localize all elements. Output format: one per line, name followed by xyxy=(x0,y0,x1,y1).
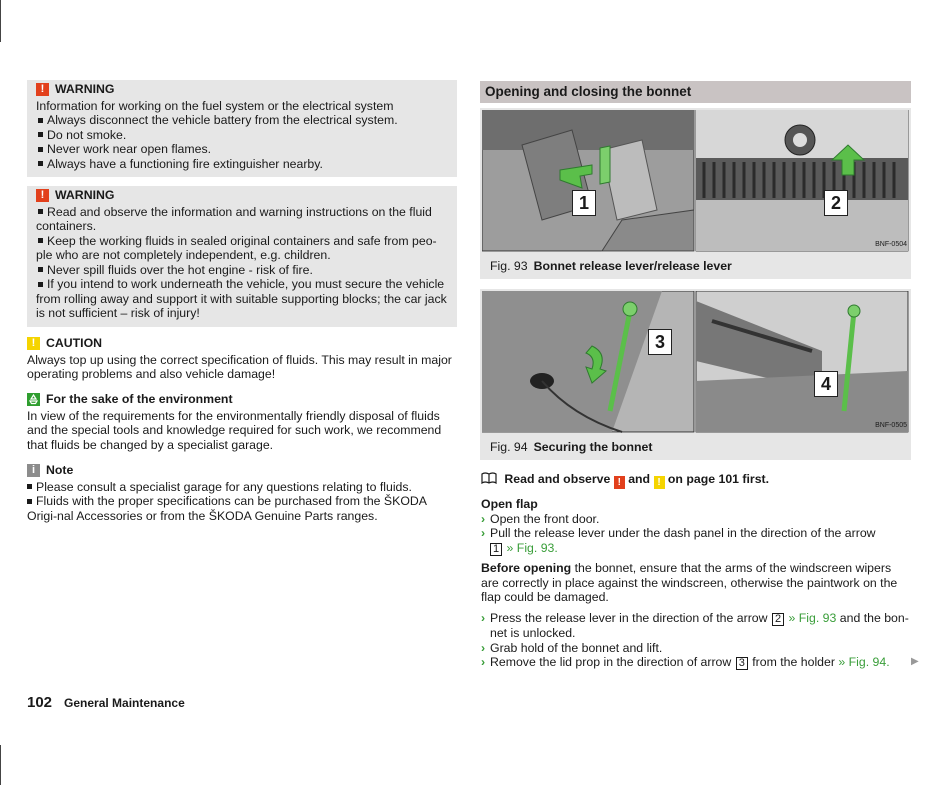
figure-93-image xyxy=(482,110,909,252)
warning-box-fuel xyxy=(27,80,457,177)
callout-4: 4 xyxy=(814,371,838,397)
fig-link[interactable]: » Fig. 94. xyxy=(838,655,890,669)
step-item: › Grab hold of the bonnet and lift. xyxy=(481,640,663,655)
callout-1: 1 xyxy=(572,190,596,216)
before-opening-paragraph: Before opening the bonnet, ensure that the arms of the windscreen wipers are correctly in place against the windscreen, otherwise the paintwork on the flap could be damaged. xyxy=(481,561,898,604)
callout-2: 2 xyxy=(824,190,848,216)
list-item: Always have a functioning fire extinguisher nearby. xyxy=(36,157,457,172)
step-item: › Pull the release lever under the dash panel in the direction of the arrow 1 » Fig. 93. xyxy=(481,526,876,555)
list-item: Please consult a specialist garage for any questions relating to fluids. xyxy=(27,480,459,495)
list-item: Read and observe the information and warning instructions on the fluid containers. xyxy=(36,204,432,233)
crop-mark-top xyxy=(0,0,1,42)
step-arrow-icon: › xyxy=(481,511,486,526)
warning-heading: ! WARNING xyxy=(36,188,449,203)
step-item: › Press the release lever in the direction of the arrow 2 » Fig. 93 and the bon-net is unlocked. xyxy=(481,611,909,640)
figure-94-caption: Fig. 94 Securing the bonnet xyxy=(490,440,653,454)
step-arrow-icon: › xyxy=(481,655,486,669)
caution-icon: ! xyxy=(27,337,40,350)
list-item: Fluids with the proper specifications can be purchased from the ŠKODA Origi-nal Accessories or from the ŠKODA Genuine Parts ranges. xyxy=(27,494,427,523)
continue-arrow-icon: ▶ xyxy=(911,656,919,667)
section-title: Opening and closing the bonnet xyxy=(480,81,911,103)
list-item: Do not smoke. xyxy=(36,128,457,143)
step-item: › Open the front door. xyxy=(481,511,600,526)
warning-icon: ! xyxy=(36,189,49,202)
step-arrow-icon: › xyxy=(481,526,486,540)
fig-link[interactable]: » Fig. 93. xyxy=(506,540,558,555)
warning-icon: ! xyxy=(36,83,49,96)
step-arrow-icon: › xyxy=(481,640,486,655)
book-icon xyxy=(481,472,497,484)
step-arrow-icon: › xyxy=(481,611,486,625)
figure-code: BNF-0505 xyxy=(875,422,907,429)
environment-text: In view of the requirements for the environmentally friendly disposal of fluids and the special tools and knowledge required for such work, we recommend that fluids be changed by a specialist garage. xyxy=(27,408,442,452)
warning-heading: ! WARNING xyxy=(36,82,457,97)
recycle-icon xyxy=(27,393,40,406)
figure-93 xyxy=(480,108,911,279)
note-block xyxy=(27,463,459,523)
open-flap-heading: Open flap xyxy=(481,497,538,511)
info-icon: i xyxy=(27,464,40,477)
step-item: › Remove the lid prop in the direction of arrow 3 from the holder » Fig. 94. xyxy=(481,655,890,669)
warning-inline-icon: ! xyxy=(614,476,625,489)
environment-title: For the sake of the environment xyxy=(46,392,233,406)
caution-title: CAUTION xyxy=(46,336,103,350)
environment-block xyxy=(27,392,459,452)
list-item: If you intend to work underneath the vehicle, you must secure the vehicle from rolling away and support it with suitable supporting blocks; the car jack is not sufficient – risk of injury! xyxy=(36,277,447,320)
open-flap-section xyxy=(481,497,911,556)
page-footer xyxy=(27,696,185,711)
callout-3: 3 xyxy=(648,329,672,355)
bonnet-steps xyxy=(481,611,911,670)
fig-link[interactable]: » Fig. 93 xyxy=(788,611,837,625)
crop-mark-bottom xyxy=(0,745,1,785)
warning-box-fluids xyxy=(27,186,457,327)
figure-94-image xyxy=(482,291,909,433)
figure-94 xyxy=(480,289,911,460)
note-title: Note xyxy=(46,463,74,477)
caution-inline-icon: ! xyxy=(654,476,665,489)
list-item: Keep the working fluids in sealed original containers and safe from peo-ple who are not completely independent, e.g. children. xyxy=(36,233,437,262)
figure-code: BNF-0504 xyxy=(875,241,907,248)
caution-block xyxy=(27,336,459,382)
warning-intro: Information for working on the fuel system or the electrical system xyxy=(36,98,394,113)
read-and-observe: Read and observe ! and ! on page 101 first. xyxy=(481,472,911,489)
page-number: 102 xyxy=(27,694,53,711)
list-item: Never spill fluids over the hot engine - risk of fire. xyxy=(36,263,449,278)
footer-section: General Maintenance xyxy=(64,696,185,710)
caution-text: Always top up using the correct specification of fluids. This may result in major operating problems and also vehicle damage! xyxy=(27,352,452,381)
figure-93-caption: Fig. 93 Bonnet release lever/release lever xyxy=(490,259,732,273)
list-item: Always disconnect the vehicle battery from the electrical system. xyxy=(36,113,457,128)
list-item: Never work near open flames. xyxy=(36,142,457,157)
